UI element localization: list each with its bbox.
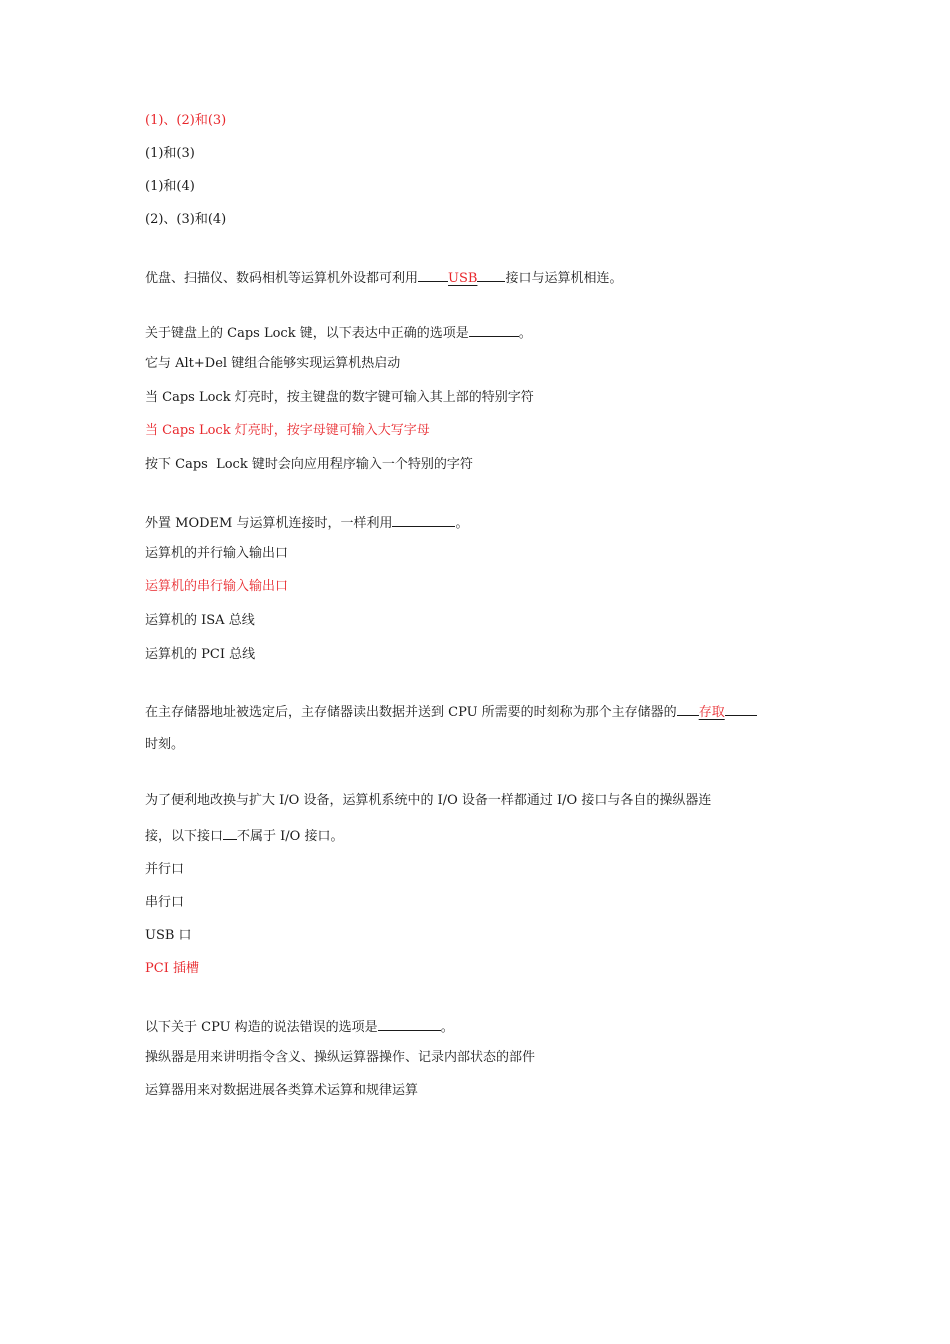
question-text: 接，以下接口 (145, 829, 224, 844)
answer-blank (469, 322, 519, 337)
question-modem (145, 512, 468, 533)
answer-blank (378, 1016, 441, 1031)
option-text: 串行口 (145, 895, 185, 910)
answer-blank (418, 267, 448, 282)
question-text: 为了便利地改换与扩大 I/O 设备，运算机系统中的 I/O 设备一样都通过 I/O 接口与各自的操纵器连 (145, 793, 712, 808)
option-text: (2)、(3)和(4) (145, 212, 227, 227)
question-text: 外置 MODEM 与运算机连接时，一样利用 (145, 516, 393, 531)
answer-blank (392, 512, 455, 527)
option-text: 运算机的并行输入输出口 (145, 546, 289, 561)
question-text: 在主存储器地址被选定后，主存储器读出数据并送到 CPU 所需要的时刻称为那个主存储器的 (145, 705, 677, 720)
option-text: 运算机的 ISA 总线 (145, 613, 255, 628)
question-end: 。 (440, 1020, 454, 1035)
option-text: 运算机的串行输入输出口 (145, 579, 289, 594)
question-end: 。 (518, 326, 532, 341)
option-text: 它与 Alt+Del 键组合能够实现运算机热启动 (145, 356, 401, 371)
option-text: 运算器用来对数据进展各类算术运算和规律运算 (145, 1083, 419, 1098)
answer-text: 存取 (698, 705, 725, 720)
answer-blank (477, 267, 505, 282)
option-text: 运算机的 PCI 总线 (145, 647, 256, 662)
answer-blank (725, 701, 757, 716)
option-text: (1)和(4) (145, 179, 195, 194)
option-text: USB 口 (145, 928, 192, 943)
question-text: 不属于 I/O 接口。 (237, 829, 344, 844)
question-end: 。 (455, 516, 469, 531)
question-usb (145, 267, 622, 288)
option-text: 按下 Caps Lock 键时会向应用程序输入一个特别的字符 (145, 457, 473, 472)
option-text: (1)、(2)和(3) (145, 113, 227, 128)
question-text: 时刻。 (145, 737, 185, 752)
option-text: 当 Caps Lock 灯亮时，按字母键可输入大写字母 (145, 423, 430, 438)
question-io (145, 825, 343, 846)
option-text: (1)和(3) (145, 146, 195, 161)
answer-blank (677, 701, 699, 716)
option-text: PCI 插槽 (145, 961, 199, 976)
question-text: 关于键盘上的 Caps Lock 键，以下表达中正确的选项是 (145, 326, 469, 341)
question-text: 以下关于 CPU 构造的说法错误的选项是 (145, 1020, 378, 1035)
question-text: 优盘、扫描仪、数码相机等运算机外设都可利用 (145, 271, 419, 286)
option-text: 操纵器是用来讲明指令含义、操纵运算器操作、记录内部状态的部件 (145, 1050, 536, 1065)
answer-blank (223, 825, 237, 840)
option-text: 并行口 (145, 862, 185, 877)
question-capslock (145, 322, 532, 343)
question-cpu (145, 1016, 454, 1037)
answer-text: USB (448, 271, 478, 286)
question-text: 接口与运算机相连。 (505, 271, 623, 286)
question-access (145, 701, 757, 722)
option-text: 当 Caps Lock 灯亮时，按主键盘的数字键可输入其上部的特别字符 (145, 390, 534, 405)
